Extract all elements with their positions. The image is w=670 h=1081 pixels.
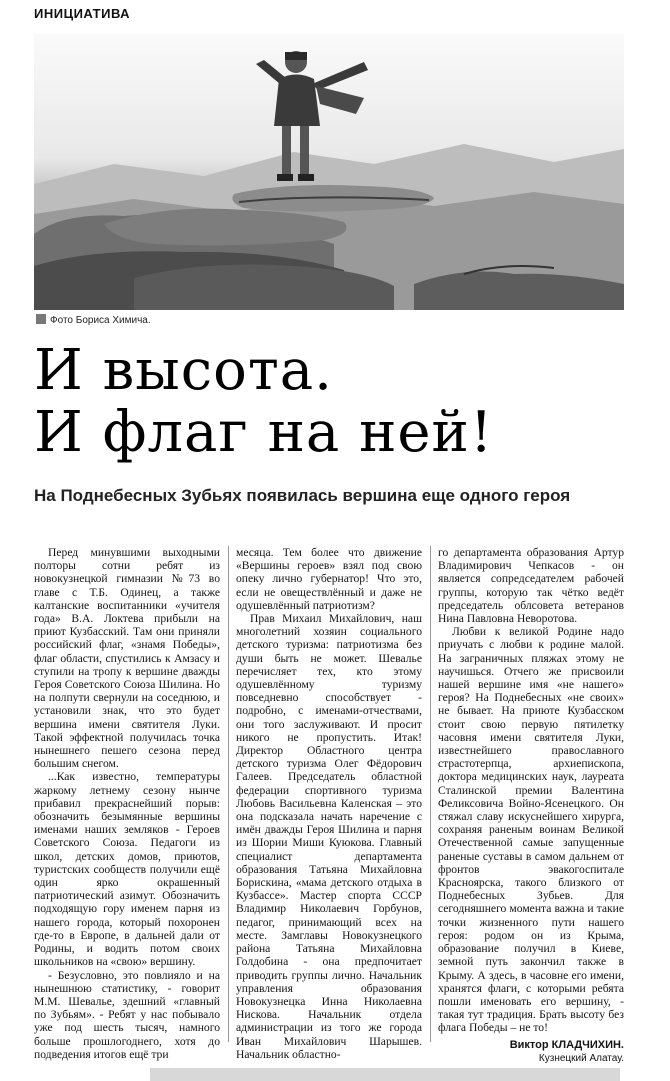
author-signature: Виктор КЛАДЧИХИН. bbox=[509, 1038, 624, 1051]
paragraph: - Безусловно, это повлияло и на нынешнюю статистику, - говорит М.М. Шевалье, здешний «главный по Зубьям». - Ребят у нас побывало уже под шесть тысяч, намного больше прошлогоднего, хотя до подведения итогов ещё три bbox=[34, 968, 220, 1061]
photo-caption bbox=[36, 314, 151, 326]
headline bbox=[34, 340, 654, 464]
paragraph: ...Как известно, температуры жаркому летнему сезону нынче прибавил прекраснейший порыв: обозначить безымянные вершины именами наших земляков - Героев Советского Союза. Педагоги из школ, детских домов, приютов, туристских сообществ получили ещё один ярко окрашенный патриотический азимут. Обозначить подходящую гору именем парня из нашего города, который похоронен где-то в Европе, в дальней дали от Родины, и водить потом своих школьников на «свою» вершину. bbox=[34, 770, 220, 969]
column-divider bbox=[228, 546, 229, 1042]
article-column-1 bbox=[34, 546, 220, 1061]
paragraph: го департамента образования Артур Владимирович Чепкасов - он является сопредседателем рабочей группы, которую так чётко ведёт председатель облсовета ветеранов Нина Павловна Неворотова. bbox=[438, 546, 624, 626]
page-bottom-band bbox=[150, 1068, 620, 1081]
article-column-3 bbox=[438, 546, 624, 1064]
column-divider bbox=[430, 546, 431, 1042]
boy-on-rock-photo bbox=[34, 34, 624, 310]
article-column-2 bbox=[236, 546, 422, 1061]
paragraph: Прав Михаил Михайлович, наш многолетний хозяин социального детского туризма: патриотизма без души быть не может. Шевалье перечисляет тех, кто этому одушевлённому туризму повседневно способствует - подробно, с именами-отчествами, они того заслуживают. И просит никого не пропустить. Итак! Директор Областного центра детского туризма Олег Фёдорович Галеев. Председатель областной федерации спортивного туризма Любовь Васильевна Каленская – это она подсказала начать наречение с имён дважды Героя Шилина и парня из Шории Миши Куюкова. Главный специалист департамента образования Татьяна Михайловна Борискина, «мама детского отдыха в Кузбассе». Мастер спорта СССР Владимир Николаевич Горбунов, педагог, принимающий всех на месте. Замглавы Новокузнецкого района Татьяна Михайловна Голдобина - она предпочитает приводить группы лично. Начальник управления образования Новокузнецка Инна Николаевна Нискова. Начальник отдела администрации из того же города Иван Михайлович Шарышев. Начальник областно- bbox=[236, 612, 422, 1061]
paragraph: месяца. Тем более что движение «Вершины героев» взял под свою опеку лично губернатор! Что это, если не овеществлённый и даже не одушевлённый патриотизм? bbox=[236, 546, 422, 612]
paragraph: Любви к великой Родине надо приучать с любви к родине малой. На заграничных пляжах этому не научишься. Отчего же присвоили нашей вершине имя «не нашего» героя? На Поднебесных «не своих» не бывает. На приюте Кузбасском стоит свою первую пятилетку часовня имени святителя Луки, известнейшего православного страстотерпца, архиепископа, доктора медицинских наук, лауреата Сталинской премии Валентина Феликсовича Войно-Ясенецкого. Он стяжал славу искуснейшего хирурга, сохраняя раненым воинам Великой Отечественной самые запущенные раненые суставы в самом дальнем от фронтов эвакогоспитале Красноярска, такого близкого от Поднебесных Зубьев. Для сегодняшнего момента важна и такие точки жизненного пути нашего героя: родом он из Крыма, образование получил в Киеве, земной путь закончил также в Крыму. А здесь, в часовне его имени, хранятся флаги, с которыми ребята пошли именовать его вершину, - такая тут традиция. Брать высоту без флага Победы – не то! bbox=[438, 625, 624, 1035]
rubric-label: ИНИЦИАТИВА bbox=[34, 6, 131, 21]
mountain-photo-illustration bbox=[34, 34, 624, 310]
caption-marker bbox=[36, 314, 46, 324]
publication-name: Кузнецкий Алатау. bbox=[538, 1052, 624, 1064]
paragraph: Перед минувшими выходными полторы сотни ребят из новокузнецкой гимназии №73 во главе с Т.Б. Одинец, а также калтанские воспитанники «учителя года» В.А. Локтева прибыли на приют Кузбасский. Там они приняли российский флаг, «знамя Победы», флаг области, спустились к Амзасу и ступили на тропу к вершине дважды Героя Советского Союза Шилина. Но на полпути свернули на соседнюю, и установили знак, что это будет вершина имени святителя Луки. Такой эффектной получилась точка нынешнего пешего сезона перед большим снегом. bbox=[34, 546, 220, 771]
headline-line-2: И флаг на ней! bbox=[34, 400, 494, 465]
headline-line-1: И высота. bbox=[34, 338, 333, 403]
subheadline: На Поднебесных Зубьях появилась вершина еще одного героя bbox=[34, 486, 571, 505]
photo-caption-text: Фото Бориса Химича. bbox=[50, 315, 151, 326]
